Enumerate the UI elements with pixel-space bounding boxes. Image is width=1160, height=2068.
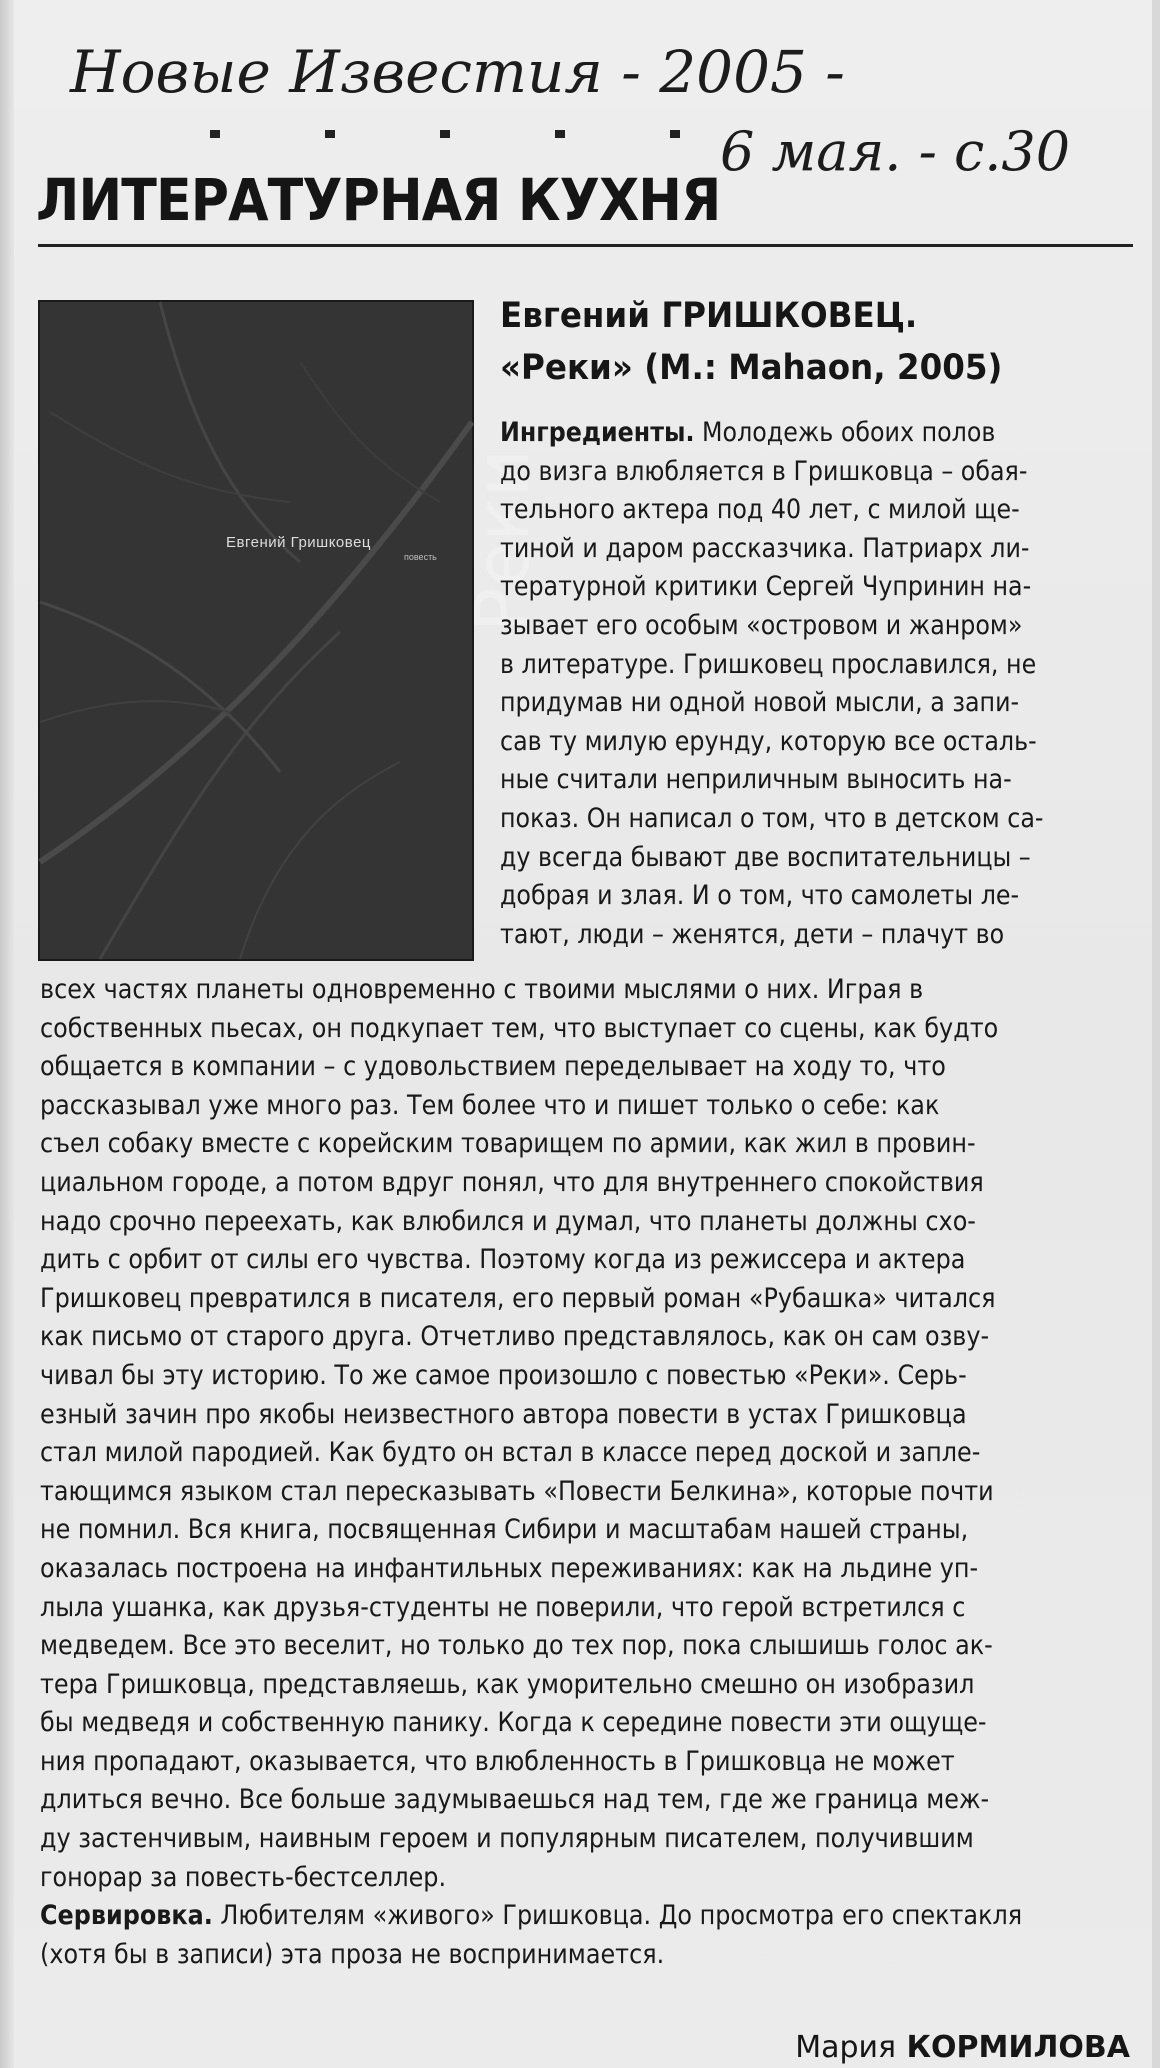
ingredients-label: Ингредиенты.: [500, 417, 695, 448]
dash-mark: [325, 130, 335, 138]
author-byline: [795, 2030, 1130, 2065]
text-line: общается в компании – с удовольствием переделывает на ходу то, что: [40, 1051, 946, 1083]
rubric-title: ЛИТЕРАТУРНАЯ КУХНЯ: [36, 166, 721, 234]
text-line: придумав ни одной новой мысли, а запи-: [500, 687, 1020, 719]
text-line: Гришковец превратился в писателя, его первый роман «Рубашка» читался: [40, 1282, 996, 1314]
text-line: показ. Он написал о том, что в детском са-: [500, 802, 1044, 834]
text-line: ные считали неприличным выносить на-: [500, 764, 1012, 796]
handwritten-line-2: 6 мая. - с.30: [720, 120, 1071, 183]
text-line: циальном городе, а потом вдруг понял, что для внутреннего спокойствия: [40, 1166, 984, 1198]
section-rubric: [36, 168, 1136, 232]
text-line: оказалась построена на инфантильных переживаниях: как на льдине уп-: [40, 1552, 979, 1584]
dash-mark: [555, 130, 565, 138]
dash-mark: [670, 130, 680, 138]
text-line: тера Гришковца, представляешь, как уморительно смешно он изобразил: [40, 1668, 975, 1700]
text-line: медведем. Все это веселит, но только до тех пор, пока слышишь голос ак-: [40, 1630, 993, 1662]
ingredients-text: Молодежь обоих полов: [694, 417, 996, 448]
text-line: в литературе. Гришковец прославился, не: [500, 648, 1037, 680]
cover-author: Евгений Гришковец: [226, 534, 372, 551]
cover-genre: повесть: [404, 552, 437, 562]
text-line: до визга влюбляется в Гришковца – обая-: [500, 455, 1028, 487]
serving-first-line: [40, 1897, 1023, 1936]
text-column-narrow: [500, 414, 1140, 954]
text-line: как письмо от старого друга. Отчетливо представлялось, как он сам озву-: [40, 1321, 990, 1353]
text-line: бы медведя и собственную панику. Когда к середине повести эти ощуще-: [40, 1707, 987, 1739]
byline-last-name: КОРМИЛОВА: [896, 2030, 1130, 2065]
headline-author: Евгений ГРИШКОВЕЦ.: [500, 296, 918, 336]
text-line: гонорар за повесть-бестселлер.: [40, 1861, 447, 1893]
text-line: тают, люди – женятся, дети – плачут во: [500, 918, 1005, 950]
text-line: чивал бы эту историю. То же самое произошло с повестью «Реки». Серь-: [40, 1359, 967, 1391]
text-line: съел собаку вместе с корейским товарищем по армии, как жил в провин-: [40, 1128, 976, 1160]
text-line: длиться вечно. Все больше задумываешься над тем, где же граница меж-: [40, 1784, 990, 1816]
scan-edge-right: [1152, 0, 1160, 2068]
text-line: собственных пьесах, он подкупает тем, что выступает со сцены, как будто: [40, 1012, 999, 1044]
handwritten-line-1: Новые Известия - 2005 -: [70, 38, 845, 106]
byline-first-name: Мария: [795, 2030, 897, 2065]
text-line: сав ту милую ерунду, которую все осталь-: [500, 725, 1037, 757]
text-line: не помнил. Вся книга, посвященная Сибири и масштабам нашей страны,: [40, 1514, 969, 1546]
text-line: дить с орбит от силы его чувства. Поэтому когда из режиссера и актера: [40, 1244, 966, 1276]
text-line: тературной критики Сергей Чупринин на-: [500, 571, 1032, 603]
text-line: езный зачин про якобы неизвестного автора повести в устах Гришковца: [40, 1398, 967, 1430]
article-headline: [500, 290, 1140, 394]
serving-text: Любителям «живого» Гришковца. До просмотра его спектакля: [212, 1900, 1023, 1932]
serving-label: Сервировка.: [40, 1900, 213, 1932]
text-line: тающимся языком стал пересказывать «Повести Белкина», которые почти: [40, 1475, 994, 1507]
leaf-texture: [40, 302, 472, 959]
text-line: ния пропадают, оказывается, что влюбленность в Гришковца не может: [40, 1745, 955, 1777]
text-column-wide: [40, 971, 1140, 1974]
text-line: всех частях планеты одновременно с твоими мыслями о них. Играя в: [40, 974, 924, 1005]
text-line: тиной и даром рассказчика. Патриарх ли-: [500, 532, 1030, 564]
ingredients-first-line: [500, 414, 1063, 453]
scan-edge-left: [0, 0, 14, 2068]
text-line: ду всегда бывают две воспитательницы –: [500, 841, 1031, 873]
rubric-rule: [38, 244, 1133, 247]
text-line: стал милой пародией. Как будто он встал в классе перед доской и запле-: [40, 1437, 981, 1469]
cover-title: Реки: [460, 449, 546, 632]
text-line: рассказывал уже много раз. Тем более что и пишет только о себе: как: [40, 1089, 940, 1121]
book-cover-image: [38, 300, 546, 961]
text-line: зывает его особым «островом и жанром»: [500, 609, 1023, 641]
text-line: добрая и злая. И о том, что самолеты ле-: [500, 880, 1020, 912]
text-line: тельного актера под 40 лет, с милой ще-: [500, 494, 1020, 526]
text-line: надо срочно переехать, как влюбился и думал, что планеты должны схо-: [40, 1205, 976, 1237]
text-line: ду застенчивым, наивным героем и популярным писателем, получившим: [40, 1823, 974, 1855]
dash-mark: [210, 130, 220, 138]
headline-book: «Реки» (М.: Mahaon, 2005): [500, 348, 1003, 388]
serving-second-line: (хотя бы в записи) эта проза не воспринимается.: [40, 1938, 665, 1970]
text-line: лыла ушанка, как друзья-студенты не поверили, что герой встретился с: [40, 1591, 966, 1623]
dash-mark: [440, 130, 450, 138]
